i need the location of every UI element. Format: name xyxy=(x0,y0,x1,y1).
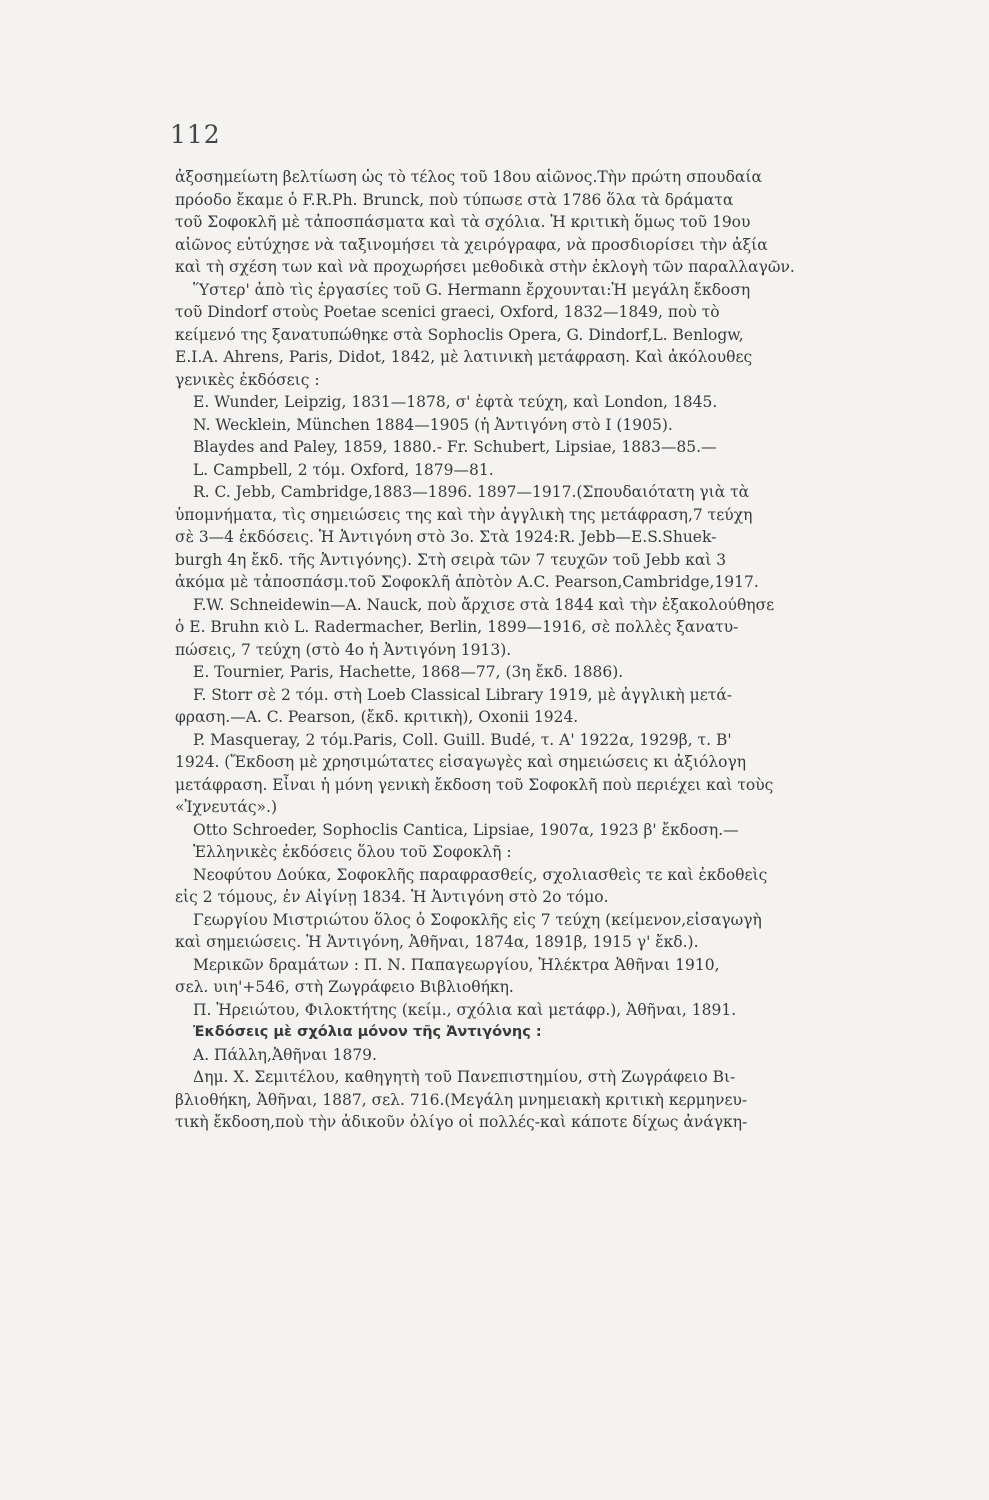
text-line: σὲ 3—4 ἐκδόσεις. Ἡ Ἀντιγόνη στὸ 3ο. Στὰ 1924:R. Jebb—E.S.Shuek- xyxy=(175,528,717,546)
bibliography-entry: L. Campbell, 2 τόμ. Oxford, 1879—81. xyxy=(193,460,494,479)
text-line: καὶ σημειώσεις. Ἡ Ἀντιγόνη, Ἀθῆναι, 1874α, 1891β, 1915 γ' ἔκδ.). xyxy=(175,933,699,951)
bibliography-entry: E. Wunder, Leipzig, 1831—1878, σ' ἑφτὰ τεύχη, καὶ London, 1845. xyxy=(193,393,718,411)
text-line: ὑπομνήματα, τὶς σημειώσεις της καὶ τὴν ἀγγλικὴ της μετάφραση,7 τεύχη xyxy=(175,505,753,524)
bibliography-entry: Δημ. Χ. Σεμιτέλου, καθηγητὴ τοῦ Πανεπιστημίου, στὴ Ζωγράφειο Βι- xyxy=(193,1068,736,1086)
text-line: ἀκόμα μὲ τἀποσπάσμ.τοῦ Σοφοκλῆ ἀπὸτὸν A.C. Pearson,Cambridge,1917. xyxy=(175,573,759,591)
bibliography-entry: F.W. Schneidewin—A. Nauck, ποὺ ἄρχισε στὰ 1844 καὶ τὴν ἐξακολούθησε xyxy=(193,595,775,614)
text-line: γενικὲς ἐκδόσεις : xyxy=(175,370,320,389)
text-line: πρόοδο ἔκαμε ὁ F.R.Ph. Brunck, ποὺ τύπωσε στὰ 1786 ὅλα τὰ δράματα xyxy=(175,190,734,209)
page-number: 112 xyxy=(170,120,221,149)
bibliography-entry: Α. Πάλλη,Ἀθῆναι 1879. xyxy=(193,1045,377,1064)
bibliography-entry: Blaydes and Paley, 1859, 1880.- Fr. Schubert, Lipsiae, 1883—85.— xyxy=(193,438,717,456)
text-line: τικὴ ἔκδοση,ποὺ τὴν ἀδικοῦν ὀλίγο οἱ πολλές-καὶ κάποτε δίχως ἀνάγκη- xyxy=(175,1113,748,1131)
text-line: ἀξοσημείωτη βελτίωση ὡς τὸ τέλος τοῦ 18ου αἰῶνος.Τὴν πρώτη σπουδαία xyxy=(175,168,762,186)
text-line: εἰς 2 τόμους, ἐν Αἰγίνῃ 1834. Ἡ Ἀντιγόνη στὸ 2ο τόμο. xyxy=(175,888,609,906)
bibliography-entry: Otto Schroeder, Sophoclis Cantica, Lipsiae, 1907α, 1923 β' ἔκδοση.— xyxy=(193,820,739,839)
bibliography-entry: Γεωργίου Μιστριώτου ὅλος ὁ Σοφοκλῆς εἰς 7 τεύχη (κείμενον,εἰσαγωγὴ xyxy=(193,910,762,929)
text-line: τοῦ Dindorf στοὺς Poetae scenici graeci, Oxford, 1832—1849, ποὺ τὸ xyxy=(175,303,720,321)
text-line: σελ. υιη'+546, στὴ Ζωγράφειο Βιβλιοθήκη. xyxy=(175,978,514,996)
bibliography-entry: Π. Ἡρειώτου, Φιλοκτήτης (κείμ., σχόλια καὶ μετάφρ.), Ἀθῆναι, 1891. xyxy=(193,1000,737,1019)
text-line: φραση.—A. C. Pearson, (ἔκδ. κριτικὴ), Oxonii 1924. xyxy=(175,708,579,726)
text-line: burgh 4η ἔκδ. τῆς Ἀντιγόνης). Στὴ σειρὰ τῶν 7 τευχῶν τοῦ Jebb καὶ 3 xyxy=(175,550,727,569)
bibliography-entry: Νεοφύτου Δούκα, Σοφοκλῆς παραφρασθείς, σχολιασθεὶς τε καὶ ἐκδοθεὶς xyxy=(193,865,768,884)
bibliography-entry: R. C. Jebb, Cambridge,1883—1896. 1897—1917.(Σπουδαιότατη γιὰ τὰ xyxy=(193,483,750,501)
text-line: ὁ E. Bruhn κιὸ L. Radermacher, Berlin, 1899—1916, σὲ πολλὲς ξανατυ- xyxy=(175,618,739,636)
text-line: 1924. (Ἔκδοση μὲ χρησιμώτατες εἰσαγωγὲς καὶ σημειώσεις κι ἀξιόλογη xyxy=(175,753,747,771)
bibliography-entry: N. Wecklein, München 1884—1905 (ἡ Ἀντιγόνη στὸ I (1905). xyxy=(193,415,673,434)
text-line: αἰῶνος εὐτύχησε νὰ ταξινομήσει τὰ χειρόγραφα, νὰ προσδιορίσει τὴν ἀξία xyxy=(175,235,768,254)
text-line: καὶ τὴ σχέση των καὶ νὰ προχωρήσει μεθοδικὰ στὴν ἐκλογὴ τῶν παραλλαγῶν. xyxy=(175,258,795,276)
text-line: πώσεις, 7 τεύχη (στὸ 4ο ἡ Ἀντιγόνη 1913). xyxy=(175,640,512,659)
body-text xyxy=(175,166,875,1134)
text-line: βλιοθήκη, Ἀθῆναι, 1887, σελ. 716.(Μεγάλη μνημειακὴ κριτικὴ κερμηνευ- xyxy=(175,1090,748,1109)
bibliography-entry: E. Tournier, Paris, Hachette, 1868—77, (3η ἔκδ. 1886). xyxy=(193,663,624,681)
bibliography-entry: Μερικῶν δραμάτων : Π. Ν. Παπαγεωργίου, Ἠλέκτρα Ἀθῆναι 1910, xyxy=(193,955,720,974)
bibliography-entry: P. Masqueray, 2 τόμ.Paris, Coll. Guill. Budé, τ. Α' 1922α, 1929β, τ. Β' xyxy=(193,730,732,749)
text-line: μετάφραση. Εἶναι ἡ μόνη γενικὴ ἔκδοση τοῦ Σοφοκλῆ ποὺ περιέχει καὶ τοὺς xyxy=(175,775,774,794)
text-line: «Ἰχνευτάς».) xyxy=(175,798,278,816)
section-heading: Ἑλληνικὲς ἐκδόσεις ὅλου τοῦ Σοφοκλῆ : xyxy=(193,843,512,861)
text-line: Ὕστερ' ἀπὸ τὶς ἐργασίες τοῦ G. Hermann ἔρχουνται:Ἡ μεγάλη ἔκδοση xyxy=(193,280,751,299)
section-heading-bold: Ἐκδόσεις μὲ σχόλια μόνον τῆς Ἀντιγόνης : xyxy=(193,1024,542,1040)
text-line: κείμενό της ξανατυπώθηκε στὰ Sophoclis Opera, G. Dindorf,L. Benlogw, xyxy=(175,325,744,344)
text-line: E.I.A. Ahrens, Paris, Didot, 1842, μὲ λατινικὴ μετάφραση. Καὶ ἀκόλουθες xyxy=(175,348,753,366)
bibliography-entry: F. Storr σὲ 2 τόμ. στὴ Loeb Classical Library 1919, μὲ ἀγγλικὴ μετά- xyxy=(193,685,733,704)
text-line: τοῦ Σοφοκλῆ μὲ τἀποσπάσματα καὶ τὰ σχόλια. Ἡ κριτικὴ ὅμως τοῦ 19ου xyxy=(175,213,751,231)
